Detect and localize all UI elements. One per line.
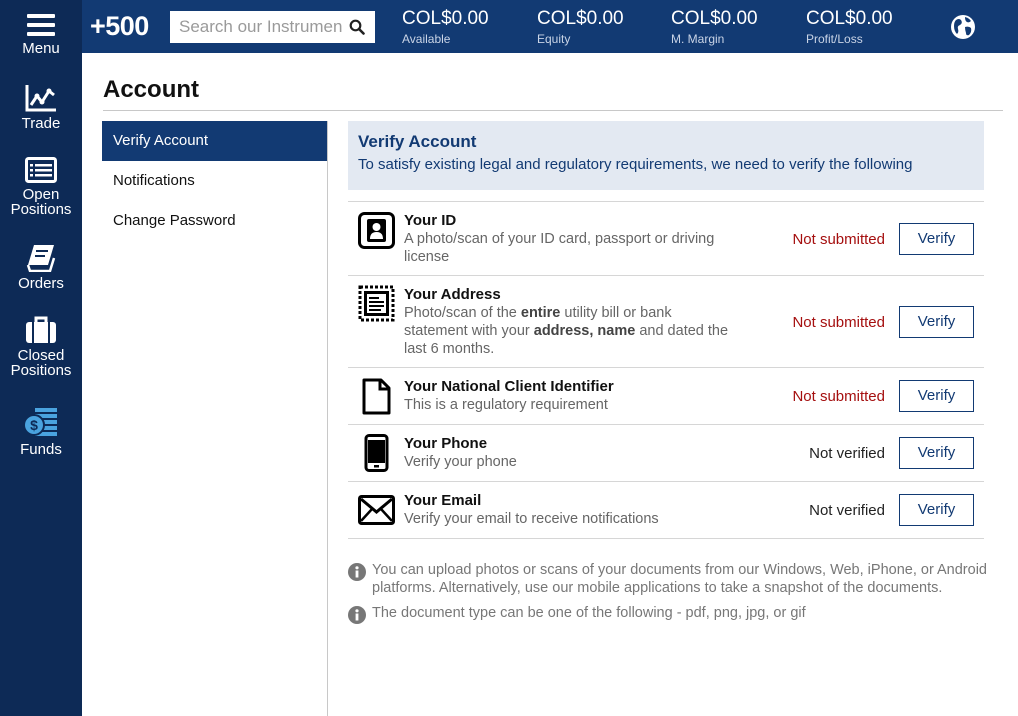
title-divider — [103, 110, 1003, 111]
verification-title: Your Email — [404, 492, 482, 509]
left-sidebar — [0, 0, 82, 716]
status-label: Not submitted — [792, 314, 885, 331]
list-icon — [25, 157, 57, 183]
sidebar-item-closed-positions[interactable] — [0, 316, 82, 378]
chart-icon — [25, 84, 57, 112]
globe-icon[interactable] — [950, 14, 976, 40]
verify-header — [348, 121, 984, 190]
verification-list — [348, 201, 984, 539]
desc-emphasis: entire — [520, 305, 561, 321]
page-title: Account — [103, 76, 199, 103]
info-icon — [348, 563, 366, 581]
stat-value: COL$0.00 — [671, 8, 758, 29]
document-icon — [358, 378, 395, 415]
sidebar-item-label: Orders — [18, 275, 64, 292]
subnav-item-verify-account[interactable]: Verify Account — [102, 121, 328, 161]
search-icon[interactable] — [349, 19, 365, 35]
bill-icon — [358, 285, 395, 322]
info-note-text: You can upload photos or scans of your documents from our Windows, Web, iPhone, or Android platforms. Alternatively, use our mobile applications to take a snapshot of the documents. — [372, 562, 987, 596]
verify-email-button[interactable]: Verify — [899, 494, 974, 526]
stat-equity — [537, 8, 624, 46]
sidebar-item-label: Closed — [17, 347, 65, 364]
verification-title: Your National Client Identifier — [404, 378, 614, 395]
info-note — [348, 561, 988, 597]
status-label: Not submitted — [792, 388, 885, 405]
verification-description — [404, 304, 734, 358]
subnav-item-notifications[interactable]: Notifications — [113, 172, 195, 189]
book-icon — [26, 244, 56, 272]
verification-title: Your Address — [404, 286, 501, 303]
sidebar-item-label: Trade — [21, 115, 61, 132]
stat-caption: Equity — [537, 32, 571, 46]
stat-profit-loss — [806, 8, 893, 46]
stat-available — [402, 8, 489, 46]
phone-icon — [358, 434, 395, 472]
top-bar — [82, 0, 1018, 53]
sidebar-item-label: Funds — [20, 441, 62, 458]
verification-description: This is a regulatory requirement — [404, 397, 608, 413]
coins-icon — [23, 406, 59, 438]
instrument-search — [170, 11, 375, 43]
status-label: Not verified — [809, 502, 885, 519]
sidebar-item-label: Menu — [22, 40, 60, 57]
status-label: Not submitted — [792, 231, 885, 248]
info-notes — [348, 561, 988, 629]
verification-row-phone — [348, 425, 984, 482]
stat-maintenance-margin — [671, 8, 758, 46]
verification-row-email — [348, 482, 984, 539]
verify-phone-button[interactable]: Verify — [899, 437, 974, 469]
status-label: Not verified — [809, 445, 885, 462]
verification-description: A photo/scan of your ID card, passport or driving license — [404, 231, 715, 265]
briefcase-icon — [25, 316, 57, 344]
verify-national-id-button[interactable]: Verify — [899, 380, 974, 412]
desc-emphasis: address, name — [533, 323, 636, 339]
verification-description: Verify your phone — [404, 454, 517, 470]
subnav-item-change-password[interactable]: Change Password — [113, 212, 236, 229]
sidebar-item-label: Open — [22, 186, 60, 203]
stat-value: COL$0.00 — [806, 8, 893, 29]
verify-address-button[interactable]: Verify — [899, 306, 974, 338]
stat-value: COL$0.00 — [537, 8, 624, 29]
brand-logo[interactable]: +500 — [90, 11, 149, 41]
svg-text:$: $ — [30, 417, 38, 433]
stat-value: COL$0.00 — [402, 8, 489, 29]
desc-part: Photo/scan of the — [404, 305, 521, 321]
sidebar-item-menu[interactable] — [0, 13, 82, 56]
desc-part: and dated the last 6 months. — [404, 323, 729, 357]
verification-row-address — [348, 276, 984, 368]
info-note-text: The document type can be one of the following - pdf, png, jpg, or gif — [372, 605, 806, 621]
subnav-divider — [327, 121, 328, 716]
account-subnav — [102, 121, 328, 241]
stat-caption: Available — [402, 32, 451, 46]
stat-caption: M. Margin — [671, 32, 725, 46]
verification-title: Your Phone — [404, 435, 488, 452]
sidebar-item-open-positions[interactable] — [0, 157, 82, 217]
sidebar-item-label: Positions — [10, 201, 72, 218]
sidebar-item-label: Positions — [10, 362, 72, 379]
envelope-icon — [358, 495, 395, 525]
hamburger-icon — [27, 13, 55, 37]
stat-caption: Profit/Loss — [806, 32, 863, 46]
sidebar-item-orders[interactable] — [0, 244, 82, 291]
verify-heading: Verify Account — [358, 132, 477, 151]
verification-row-national-id — [348, 368, 984, 425]
verify-id-button[interactable]: Verify — [899, 223, 974, 255]
search-input[interactable] — [170, 11, 342, 43]
info-icon — [348, 606, 366, 624]
verification-row-id — [348, 202, 984, 276]
desc-part: utility bill or bank statement with your — [404, 305, 672, 339]
sidebar-item-funds[interactable] — [0, 406, 82, 457]
verification-title: Your ID — [404, 212, 457, 229]
info-note — [348, 604, 988, 622]
verify-subheading: To satisfy existing legal and regulatory requirements, we need to verify the following — [358, 156, 913, 173]
verification-description: Verify your email to receive notifications — [404, 511, 659, 527]
id-card-icon — [358, 212, 395, 249]
sidebar-item-trade[interactable] — [0, 84, 82, 131]
